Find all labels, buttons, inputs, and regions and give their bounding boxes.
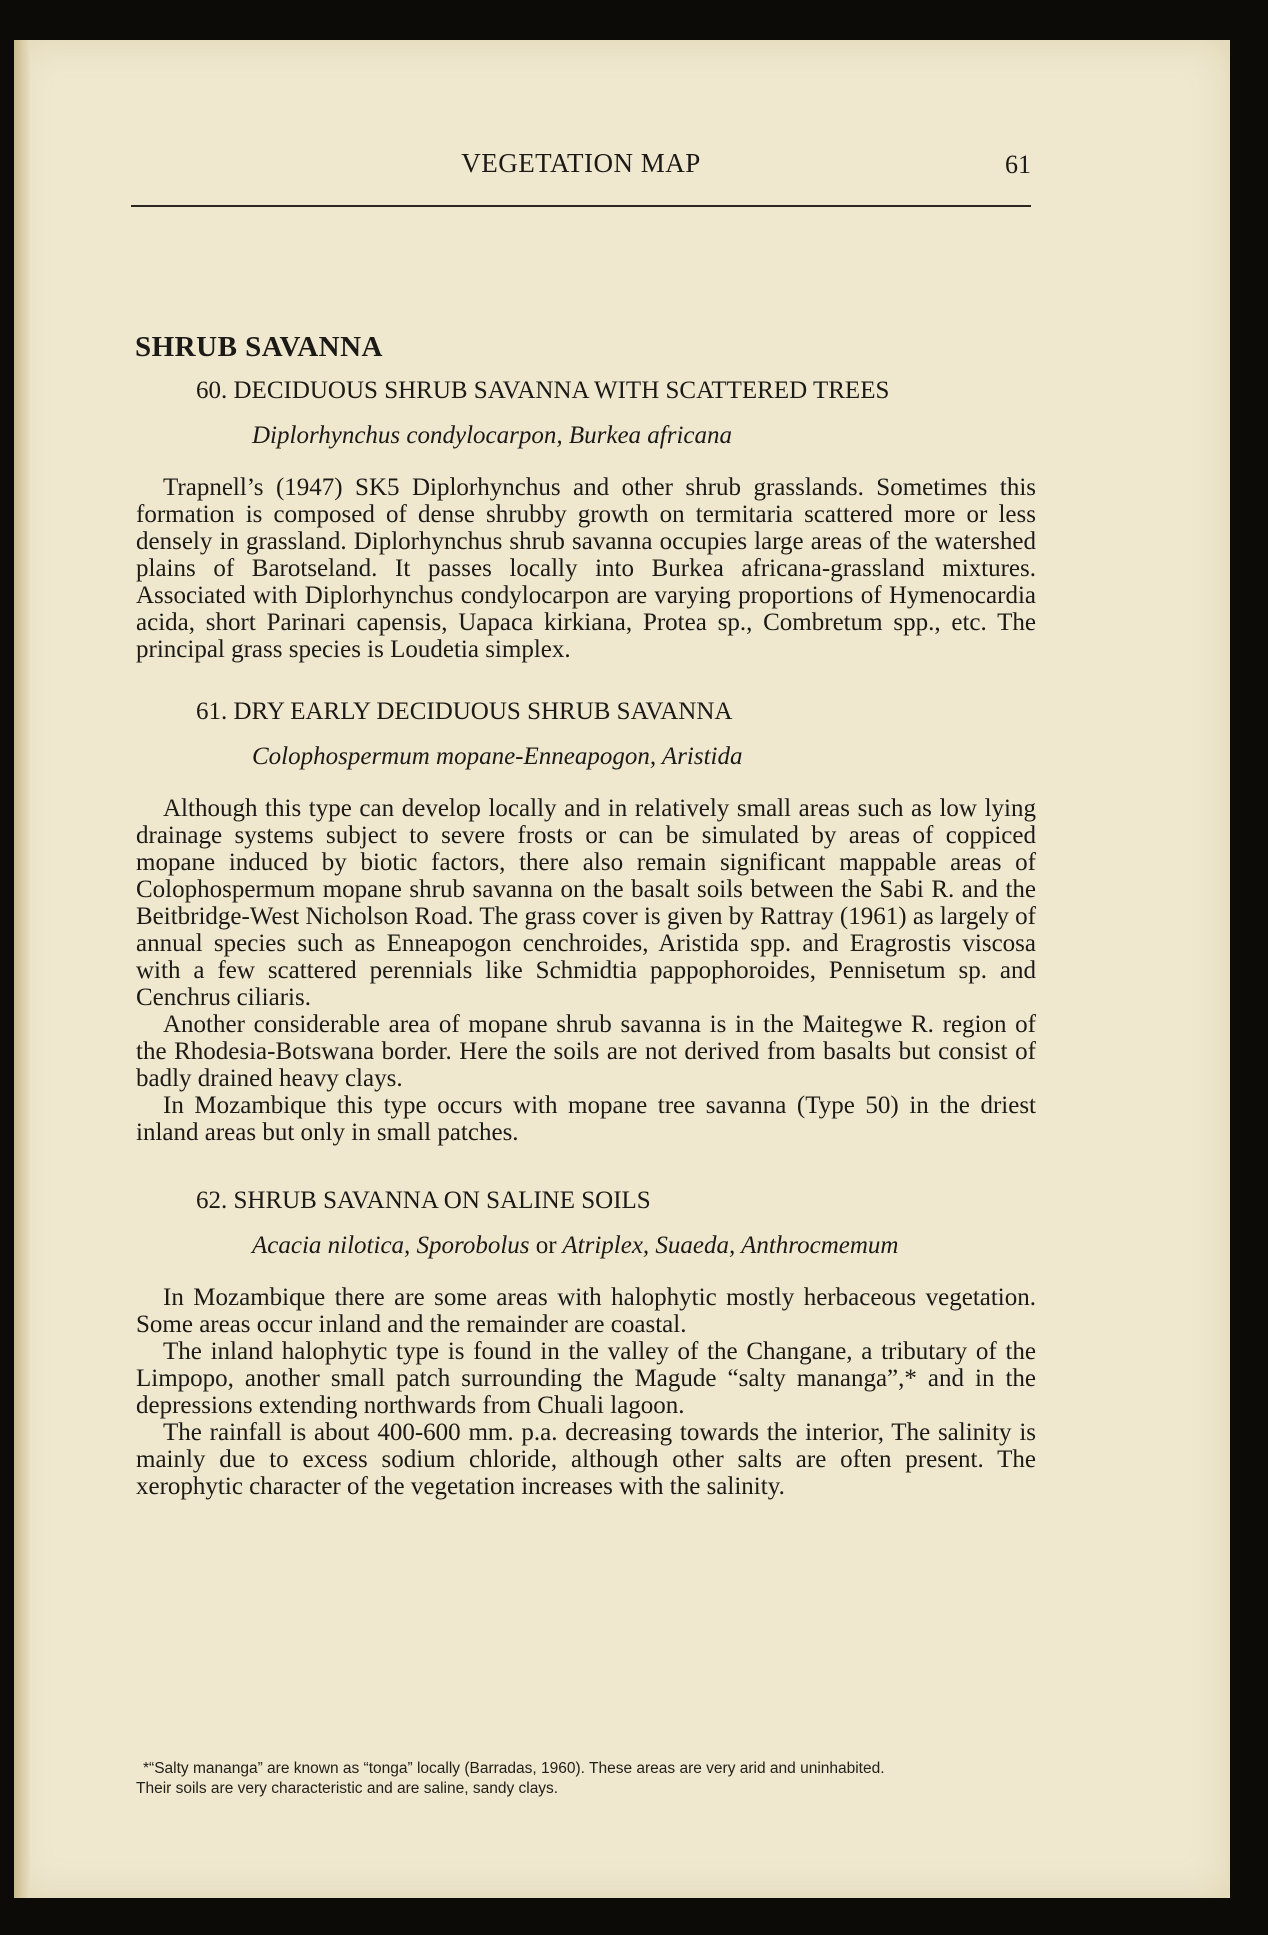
type-61-heading: 61. DRY EARLY DECIDUOUS SHRUB SAVANNA	[196, 698, 733, 725]
type-60-heading: 60. DECIDUOUS SHRUB SAVANNA WITH SCATTERED TREES	[196, 377, 890, 404]
type-60-species: Diplorhynchus condylocarpon, Burkea africana	[252, 422, 733, 449]
type-61-paragraph-1: Although this type can develop locally and in relatively small areas such as low lying drainage systems subject to severe frosts or can be simulated by areas of coppiced mopane induced by biotic factors, there also remain significant mappable areas of Colophospermum mopane shrub savanna on the basalt soils between the Sabi R. and the Beitbridge-West Nicholson Road. The grass cover is given by Rattray (1961) as largely of annual species such as Enneapogon cenchroides, Aristida spp. and Eragrostis viscosa with a few scattered perennials like Schmidtia pappophoroides, Pennisetum sp. and Cenchrus ciliaris.	[136, 795, 1036, 1011]
footnote-line-2: Their soils are very characteristic and are saline, sandy clays.	[136, 1780, 559, 1797]
header-rule	[131, 205, 1031, 207]
page-spine-shadow	[14, 40, 30, 1898]
type-61-paragraph-2: Another considerable area of mopane shrub savanna is in the Maitegwe R. region of the Rhodesia-Botswana border. Here the soils are not derived from basalts but consist of badly drained heavy clays.	[136, 1011, 1036, 1092]
footnote	[136, 1759, 1040, 1799]
type-62-species	[252, 1232, 1036, 1260]
type-62-species-part2: Atriplex, Suaeda, Anthrocmemum	[562, 1232, 899, 1259]
type-62-species-part1: Acacia nilotica, Sporobolus	[252, 1232, 530, 1259]
type-62-heading: 62. SHRUB SAVANNA ON SALINE SOILS	[196, 1187, 651, 1214]
page-body	[136, 330, 1036, 1500]
type-62-paragraph-3: The rainfall is about 400-600 mm. p.a. decreasing towards the interior, The salinity is mainly due to excess sodium chloride, although other salts are often present. The xerophytic character of the vegetation increases with the salinity.	[136, 1419, 1036, 1500]
running-title: VEGETATION MAP	[461, 148, 701, 178]
type-61-species: Colophospermum mopane-Enneapogon, Aristida	[252, 743, 743, 770]
type-60-paragraph: Trapnell’s (1947) SK5 Diplorhynchus and other shrub grasslands. Sometimes this formation is composed of dense shrubby growth on termitaria scattered more or less densely in grassland. Diplorhynchus shrub savanna occupies large areas of the watershed plains of Barotseland. It passes locally into Burkea africana-grassland mixtures. Associated with Diplorhynchus condylocarpon are varying proportions of Hymenocardia acida, short Parinari capensis, Uapaca kirkiana, Protea sp., Combretum spp., etc. The principal grass species is Loudetia simplex.	[136, 474, 1036, 663]
type-62-paragraph-1: In Mozambique there are some areas with halophytic mostly herbaceous vegetation. Some areas occur inland and the remainder are coastal.	[136, 1284, 1036, 1338]
section-title: SHRUB SAVANNA	[135, 331, 383, 363]
footnote-line-1: *“Salty mananga” are known as “tonga” locally (Barradas, 1960). These areas are very arid and uninhabited.	[143, 1760, 885, 1777]
type-61-paragraph-3: In Mozambique this type occurs with mopane tree savanna (Type 50) in the driest inland areas but only in small patches.	[136, 1092, 1036, 1146]
page-header	[131, 148, 1031, 188]
type-62-species-or: or	[535, 1232, 557, 1259]
type-62-paragraph-2: The inland halophytic type is found in the valley of the Changane, a tributary of the Limpopo, another small patch surrounding the Magude “salty mananga”,* and in the depressions extending northwards from Chuali lagoon.	[136, 1338, 1036, 1419]
page-number: 61	[1005, 150, 1031, 179]
